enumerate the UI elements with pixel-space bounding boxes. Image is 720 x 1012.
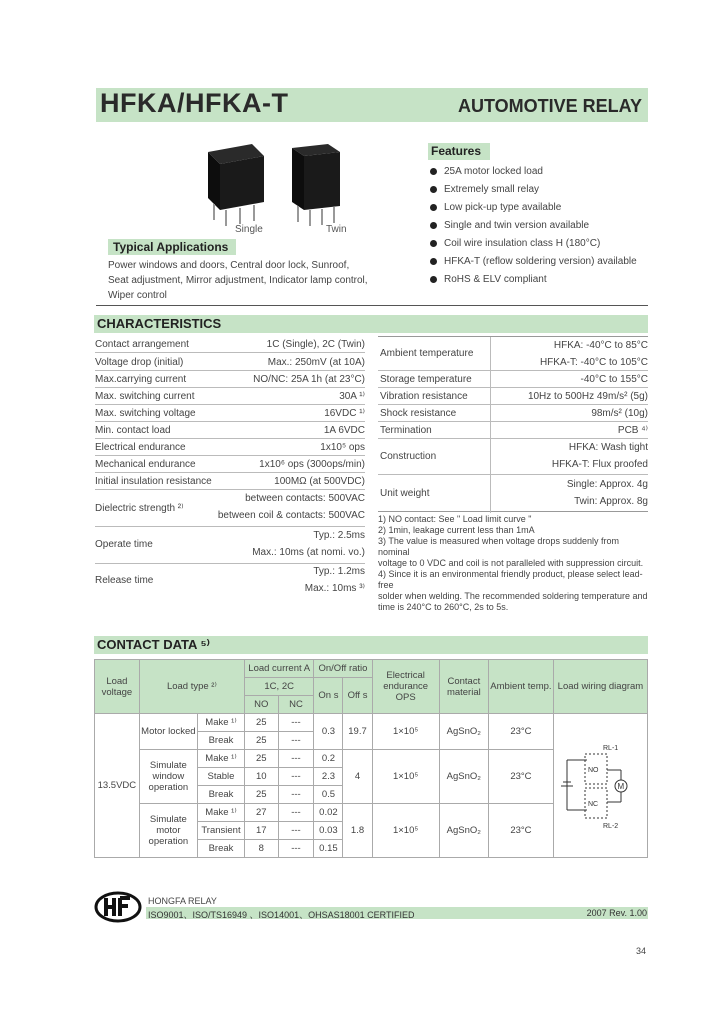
on-cell: 0.5 xyxy=(314,786,343,804)
char-row xyxy=(95,405,365,422)
company-name: HONGFA RELAY xyxy=(148,896,217,906)
char-value: 1x10⁵ ops xyxy=(320,442,365,453)
char-value: HFKA: -40°C to 85°C xyxy=(553,340,648,351)
header-onoff: On/Off ratio xyxy=(314,660,372,678)
applications-line: Power windows and doors, Central door lock, Sunroof, xyxy=(108,260,350,271)
characteristics-notes xyxy=(378,514,648,613)
char-value: between coil & contacts: 500VAC xyxy=(217,510,365,521)
header-diagram: Load wiring diagram xyxy=(553,660,647,714)
feature-item: Single and twin version available xyxy=(430,219,637,237)
certifications: ISO9001、ISO/TS16949 、ISO14001、OHSAS18001 CERTIFIED xyxy=(148,910,415,920)
twin-caption: Twin xyxy=(326,224,347,235)
char-label: Contact arrangement xyxy=(95,339,189,350)
char-label: Max. switching current xyxy=(95,391,195,402)
construction-row xyxy=(378,439,648,475)
note-line: voltage to 0 VDC and coil is not paralleled with suppression circuit. xyxy=(378,558,644,568)
char-value: Max.: 10ms (at nomi. vo.) xyxy=(252,547,365,558)
off-cell: 4 xyxy=(343,750,372,804)
load-voltage-cell: 13.5VDC xyxy=(95,714,140,858)
load-type-cell: Stable xyxy=(197,768,244,786)
off-cell: 1.8 xyxy=(343,804,372,858)
on-cell: 0.02 xyxy=(314,804,343,822)
char-label: Min. contact load xyxy=(95,425,171,436)
load-type-cell: Make ¹⁾ xyxy=(197,714,244,732)
char-value: between contacts: 500VAC xyxy=(245,493,365,504)
char-value: 10Hz to 500Hz 49m/s² (5g) xyxy=(527,391,648,402)
char-value: Single: Approx. 4g xyxy=(566,479,648,490)
char-label: Dielectric strength ²⁾ xyxy=(95,503,184,514)
no-cell: 25 xyxy=(244,732,278,750)
characteristics-left-table xyxy=(95,336,365,600)
page-number: 34 xyxy=(635,946,646,956)
char-value: -40°C to 155°C xyxy=(580,374,648,385)
note-line: 1) NO contact: See " Load limit curve " xyxy=(378,514,532,524)
feature-item: RoHS & ELV compliant xyxy=(430,273,637,291)
char-value: 1C (Single), 2C (Twin) xyxy=(266,339,365,350)
char-label: Mechanical endurance xyxy=(95,459,196,470)
applications-text xyxy=(108,258,378,303)
char-label: Voltage drop (initial) xyxy=(95,357,184,368)
no-cell: 17 xyxy=(244,822,278,840)
feature-item: Low pick-up type available xyxy=(430,201,637,219)
char-label: Construction xyxy=(380,451,437,462)
char-row xyxy=(95,336,365,353)
on-cell: 2.3 xyxy=(314,768,343,786)
relay-photos xyxy=(200,140,360,235)
char-label: Ambient temperature xyxy=(380,348,474,359)
no-cell: 25 xyxy=(244,786,278,804)
load-type-cell: Break xyxy=(197,786,244,804)
rl1-label: RL-1 xyxy=(603,744,619,752)
operate-row xyxy=(95,528,365,564)
nc-cell: --- xyxy=(278,804,314,822)
load-group-name: Simulate motor operation xyxy=(139,804,197,858)
svg-text:NO: NO xyxy=(588,766,599,774)
nc-cell: --- xyxy=(278,750,314,768)
off-cell: 19.7 xyxy=(343,714,372,750)
char-value: 30A ¹⁾ xyxy=(339,391,365,402)
header-no: NO xyxy=(244,696,278,714)
load-type-cell: Make ¹⁾ xyxy=(197,750,244,768)
char-value: 16VDC ¹⁾ xyxy=(324,408,365,419)
applications-line: Wiper control xyxy=(108,290,167,301)
page-title: HFKA/HFKA-T xyxy=(100,88,289,118)
endurance-cell: 1×10⁵ xyxy=(372,714,439,750)
char-value: Typ.: 2.5ms xyxy=(313,530,365,541)
no-cell: 27 xyxy=(244,804,278,822)
endurance-cell: 1×10⁵ xyxy=(372,750,439,804)
temp-cell: 23°C xyxy=(488,750,553,804)
header-nc: NC xyxy=(278,696,314,714)
on-cell: 0.03 xyxy=(314,822,343,840)
vibration-row xyxy=(378,388,648,405)
material-cell: AgSnO₂ xyxy=(439,804,488,858)
char-value: HFKA-T: -40°C to 105°C xyxy=(539,357,648,368)
twin-relay-image xyxy=(292,144,340,226)
char-label: Max. switching voltage xyxy=(95,408,196,419)
char-value: HFKA: Wash tight xyxy=(568,442,648,453)
header-on: On s xyxy=(314,678,343,714)
char-value: 98m/s² (10g) xyxy=(591,408,648,419)
header-material: Contact material xyxy=(439,660,488,714)
header-ambient: Ambient temp. xyxy=(488,660,553,714)
load-type-cell: Break xyxy=(197,840,244,858)
char-value: 1A 6VDC xyxy=(323,425,365,436)
release-row xyxy=(95,564,365,600)
char-label: Shock resistance xyxy=(380,408,457,419)
material-cell: AgSnO₂ xyxy=(439,750,488,804)
contact-data-table xyxy=(94,659,648,858)
header-off: Off s xyxy=(343,678,372,714)
no-cell: 25 xyxy=(244,714,278,732)
contact-data-heading: CONTACT DATA ⁵⁾ xyxy=(94,636,648,654)
no-cell: 10 xyxy=(244,768,278,786)
nc-cell: --- xyxy=(278,732,314,750)
load-group-name: Motor locked xyxy=(139,714,197,750)
char-label: Operate time xyxy=(95,539,153,550)
feature-item: Extremely small relay xyxy=(430,183,637,201)
nc-cell: --- xyxy=(278,840,314,858)
revision: 2007 Rev. 1.00 xyxy=(586,908,647,918)
char-row xyxy=(95,388,365,405)
ambient-row xyxy=(378,337,648,371)
char-value: Twin: Approx. 8g xyxy=(574,496,648,507)
nc-cell: --- xyxy=(278,822,314,840)
nc-cell: --- xyxy=(278,786,314,804)
char-row xyxy=(95,456,365,473)
load-group-name: Simulate window operation xyxy=(139,750,197,804)
applications-heading: Typical Applications xyxy=(108,239,236,255)
char-row xyxy=(95,354,365,371)
char-label: Initial insulation resistance xyxy=(95,476,212,487)
char-label: Termination xyxy=(380,425,432,436)
feature-item: 25A motor locked load xyxy=(430,165,637,183)
rl2-label: RL-2 xyxy=(603,822,619,830)
char-row xyxy=(95,473,365,490)
char-value: HFKA-T: Flux proofed xyxy=(551,459,648,470)
load-wiring-diagram xyxy=(559,730,641,842)
char-label: Vibration resistance xyxy=(380,391,468,402)
char-value: PCB ⁴⁾ xyxy=(617,425,648,436)
feature-item: HFKA-T (reflow soldering version) available xyxy=(430,255,637,273)
header-load-voltage: Load voltage xyxy=(95,660,140,714)
dielectric-row xyxy=(95,491,365,527)
feature-item: Coil wire insulation class H (180°C) xyxy=(430,237,637,255)
char-label: Max.carrying current xyxy=(95,374,187,385)
char-value: 100MΩ (at 500VDC) xyxy=(274,476,365,487)
storage-row xyxy=(378,371,648,388)
page-subtitle: AUTOMOTIVE RELAY xyxy=(457,96,642,116)
note-line: time is 240°C to 260°C, 2s to 5s. xyxy=(378,602,509,612)
no-cell: 25 xyxy=(244,750,278,768)
material-cell: AgSnO₂ xyxy=(439,714,488,750)
char-value: Max.: 250mV (at 10A) xyxy=(267,357,365,368)
termination-row xyxy=(378,422,648,439)
features-list xyxy=(430,165,637,291)
char-value: 1x10⁶ ops (300ops/min) xyxy=(259,459,365,470)
applications-line: Seat adjustment, Mirror adjustment, Indicator lamp control, xyxy=(108,275,368,286)
char-label: Electrical endurance xyxy=(95,442,186,453)
char-value: Max.: 10ms ³⁾ xyxy=(304,583,365,594)
note-line: 4) Since it is an environmental friendly product, please select lead-free xyxy=(378,569,643,590)
hongfa-logo-icon xyxy=(94,891,142,923)
char-row xyxy=(95,439,365,456)
load-type-cell: Make ¹⁾ xyxy=(197,804,244,822)
char-label: Storage temperature xyxy=(380,374,472,385)
wiring-diagram-cell xyxy=(553,714,647,858)
on-cell: 0.3 xyxy=(314,714,343,750)
char-value: NO/NC: 25A 1h (at 23°C) xyxy=(253,374,365,385)
motor-symbol: M xyxy=(617,781,625,791)
temp-cell: 23°C xyxy=(488,804,553,858)
note-line: solder when welding. The recommended soldering temperature and xyxy=(378,591,648,601)
header-arrangement: 1C, 2C xyxy=(244,678,313,696)
on-cell: 0.2 xyxy=(314,750,343,768)
char-label: Release time xyxy=(95,575,154,586)
char-row xyxy=(95,422,365,439)
header-load-current: Load current A xyxy=(244,660,313,678)
char-value: Typ.: 1.2ms xyxy=(313,566,365,577)
weight-row xyxy=(378,476,648,512)
note-line: 2) 1min, leakage current less than 1mA xyxy=(378,525,535,535)
load-type-cell: Transient xyxy=(197,822,244,840)
nc-cell: --- xyxy=(278,714,314,732)
shock-row xyxy=(378,405,648,422)
load-type-cell: Break xyxy=(197,732,244,750)
char-label: Unit weight xyxy=(380,488,430,499)
features-heading: Features xyxy=(428,143,490,160)
char-row xyxy=(95,371,365,388)
nc-cell: --- xyxy=(278,768,314,786)
single-caption: Single xyxy=(235,224,263,235)
svg-text:NC: NC xyxy=(588,800,599,808)
header-load-type: Load type ²⁾ xyxy=(139,660,244,714)
characteristics-heading: CHARACTERISTICS xyxy=(94,315,648,333)
no-cell: 8 xyxy=(244,840,278,858)
temp-cell: 23°C xyxy=(488,714,553,750)
endurance-cell: 1×10⁵ xyxy=(372,804,439,858)
header-endurance: Electrical endurance OPS xyxy=(372,660,439,714)
single-relay-image xyxy=(208,144,264,226)
note-line: 3) The value is measured when voltage drops suddenly from nominal xyxy=(378,536,619,557)
characteristics-right-table xyxy=(378,336,648,512)
on-cell: 0.15 xyxy=(314,840,343,858)
